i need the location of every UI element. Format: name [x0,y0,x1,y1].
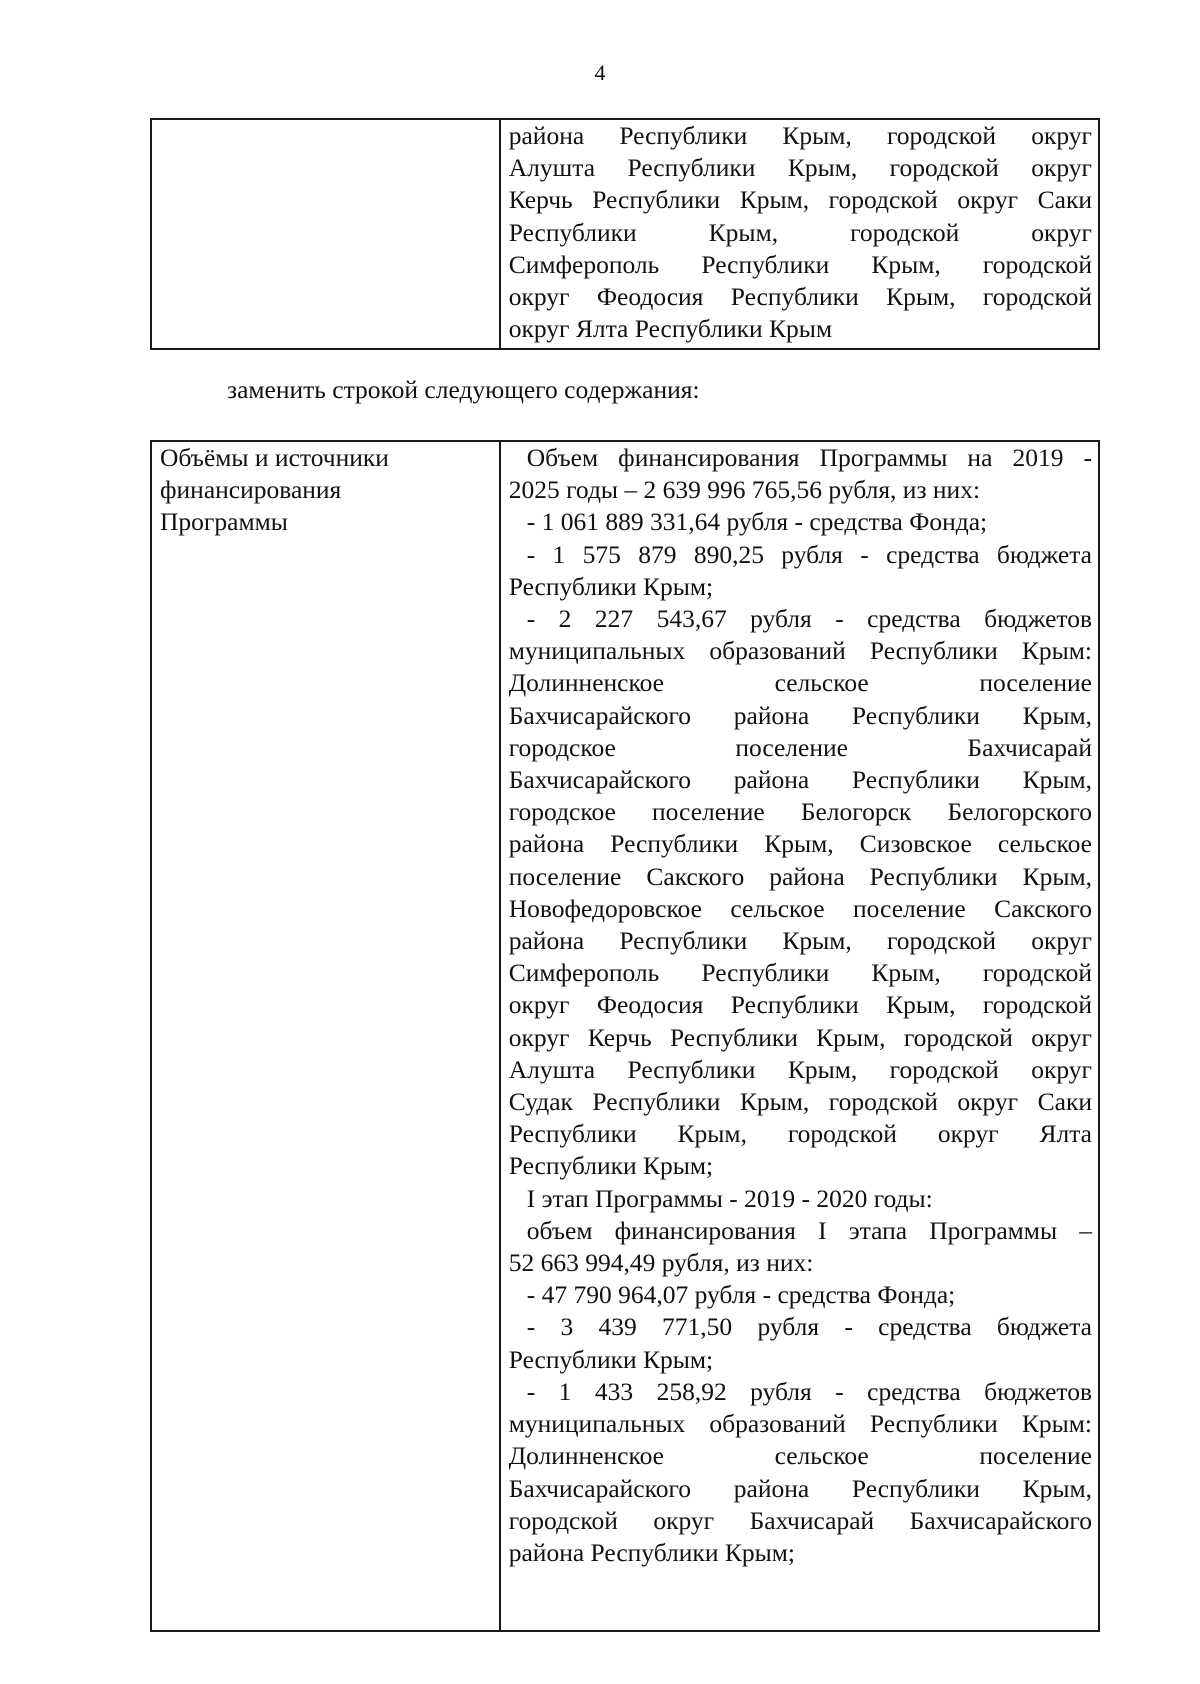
funding-text-line: муниципальных образований Республики Крым: [508,636,1092,666]
funding-text-line: района Республики Крым; [508,1537,795,1567]
funding-text-line: - 2 227 543,67 рубля - средства бюджетов [526,604,1092,634]
funding-label-line: Программы [160,507,288,537]
funding-text-line: 52 663 994,49 рубля, из них: [508,1248,814,1278]
funding-text-line: муниципальных образований Республики Крым: [508,1409,1092,1439]
new-left-cell [151,441,500,1631]
funding-text-line: Новофедоровское сельское поселение Сакского [508,893,1092,923]
funding-text-line: Республики Крым; [508,1151,714,1181]
funding-text-line: округ Феодосия Республики Крым, городской [508,990,1092,1020]
funding-text-line: Долинненское сельское поселение [508,1441,1092,1471]
funding-text-line: Республики Крым, городской округ Ялта [508,1119,1092,1149]
funding-text-line: Симферополь Республики Крым, городской [508,958,1092,988]
funding-text-line: городской округ Бахчисарай Бахчисарайского [508,1505,1092,1535]
old-text-line: Республики Крым, городской округ [508,217,1092,247]
funding-text-line: Долинненское сельское поселение [508,668,1092,698]
funding-text-line: поселение Сакского района Республики Крым, [508,861,1092,891]
funding-label [152,442,499,539]
funding-description [501,442,1098,1630]
funding-text-line: Объем финансирования Программы на 2019 - [526,443,1092,472]
old-text-line: района Республики Крым, городской округ [508,121,1092,150]
funding-label-line: финансирования [160,475,342,505]
old-text-line: Алушта Республики Крым, городской округ [508,153,1092,183]
funding-text-line: объем финансирования I этапа Программы – [526,1215,1092,1245]
old-row-table [150,118,1100,350]
old-text-line: округ Ялта Республики Крым [508,314,833,344]
funding-text-line: Республики Крым; [508,1344,714,1374]
funding-text-line: 2025 годы – 2 639 996 765,56 рубля, из них: [508,475,981,505]
old-text-line: округ Феодосия Республики Крым, городской [508,282,1092,312]
funding-text-line: I этап Программы - 2019 - 2020 годы: [526,1183,933,1213]
funding-text-line: Алушта Республики Крым, городской округ [508,1054,1092,1084]
old-text-line: Керчь Республики Крым, городской округ Саки [508,185,1092,215]
new-row-table [150,440,1100,1632]
funding-text-line: городское поселение Бахчисарай [508,732,1092,762]
replacement-instruction: заменить строкой следующего содержания: [227,375,700,404]
funding-text-line: Бахчисарайского района Республики Крым, [508,765,1092,795]
funding-text-line: района Республики Крым, Сизовское сельское [508,829,1092,859]
old-left-cell [151,119,500,349]
funding-text-line: Республики Крым; [508,571,714,601]
funding-text-line: - 1 061 889 331,64 рубля - средства Фонда; [526,507,988,537]
old-text-line: Симферополь Республики Крым, городской [508,249,1092,279]
funding-text-line: Бахчисарайского района Республики Крым, [508,1473,1092,1503]
funding-text-line: - 1 575 879 890,25 рубля - средства бюджета [526,539,1092,569]
funding-text-line: городское поселение Белогорск Белогорского [508,797,1092,827]
funding-text-line: Бахчисарайского района Республики Крым, [508,700,1092,730]
funding-label-line: Объёмы и источники [160,443,389,472]
funding-text-line: - 1 433 258,92 рубля - средства бюджетов [526,1376,1092,1406]
old-table-row [151,119,1099,349]
funding-text-line: округ Керчь Республики Крым, городской округ [508,1022,1092,1052]
new-table-row [151,441,1099,1631]
old-right-cell [500,119,1099,349]
funding-text-line: района Республики Крым, городской округ [508,926,1092,956]
new-right-cell [500,441,1099,1631]
funding-text-line: - 3 439 771,50 рубля - средства бюджета [526,1312,1092,1342]
funding-text-line: Судак Республики Крым, городской округ Саки [508,1087,1092,1117]
page-number: 4 [594,60,606,85]
old-right-cell-text [501,120,1098,348]
funding-text-line: - 47 790 964,07 рубля - средства Фонда; [526,1280,956,1310]
